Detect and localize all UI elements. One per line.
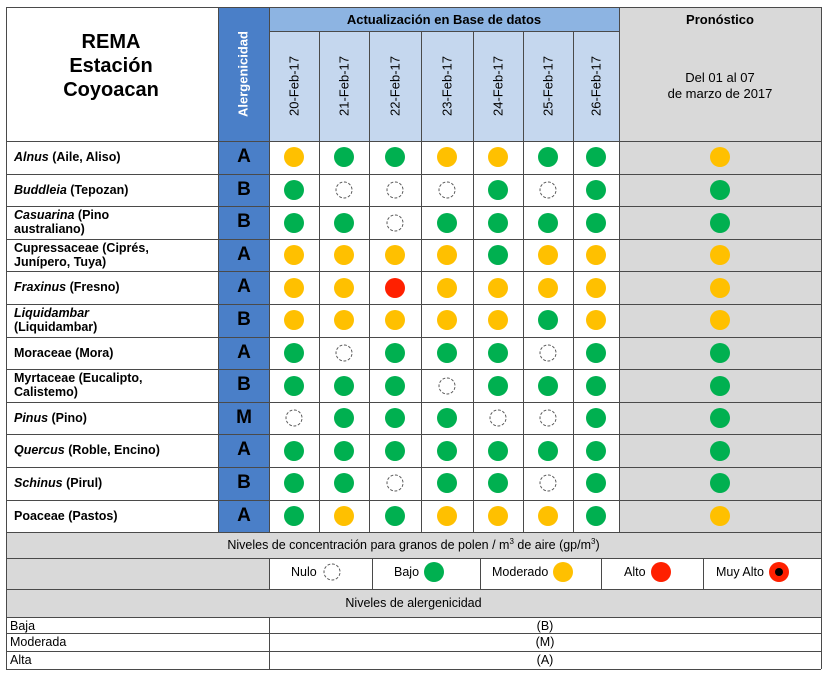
date-header: 20-Feb-17 (286, 56, 302, 116)
level-dot-bajo (538, 213, 558, 233)
alergenicidad-header: Alergenicidad (235, 31, 251, 117)
grid-line (6, 337, 821, 338)
plant-genus: Poaceae (14, 508, 65, 523)
grid-line (269, 31, 619, 32)
level-dot-bajo (334, 376, 354, 396)
grid-line (6, 402, 821, 403)
plant-common-line-2: (Liquidambar) (14, 320, 98, 334)
legend-label: Nulo (291, 565, 317, 579)
level-dot-nulo (540, 475, 557, 492)
plant-common: (Fresno) (66, 280, 120, 295)
level-dot-moderado (437, 278, 457, 298)
plant-common-line-2: Junípero, Tuya) (14, 254, 107, 269)
grid-line (573, 31, 574, 532)
legend-dot-moderado (553, 562, 573, 582)
date-header: 26-Feb-17 (588, 56, 604, 116)
level-dot-moderado (538, 278, 558, 298)
allergenicity-level-label: Baja (10, 619, 36, 633)
level-dot-bajo (586, 473, 606, 493)
forecast-dot-moderado (710, 506, 730, 526)
level-dot-nulo (387, 181, 404, 198)
grid-line (269, 558, 270, 589)
plant-common: (Eucalipto, (75, 371, 143, 386)
allergenicity-code: B (237, 472, 251, 493)
level-dot-bajo (488, 245, 508, 265)
grid-line (6, 141, 821, 142)
plant-common: (Pino (74, 208, 110, 223)
grid-line (703, 558, 704, 589)
station-line-1: REMA (81, 31, 141, 53)
plant-name (14, 150, 214, 164)
plant-genus: Pinus (14, 410, 49, 425)
level-dot-moderado (488, 310, 508, 330)
allergenicity-code: B (237, 178, 251, 200)
level-dot-bajo (334, 473, 354, 493)
grid-line (6, 589, 821, 590)
level-dot-bajo (488, 343, 508, 363)
level-dot-moderado (284, 278, 304, 298)
plant-genus: Buddleia (14, 182, 67, 197)
plant-genus: Alnus (14, 150, 49, 164)
level-dot-moderado (488, 147, 508, 167)
level-dot-bajo (334, 147, 354, 167)
level-dot-moderado (586, 278, 606, 298)
plant-name (14, 371, 214, 399)
grid-line (523, 31, 524, 532)
forecast-dot-moderado (710, 278, 730, 298)
date-header: 21-Feb-17 (336, 56, 352, 116)
level-dot-moderado (385, 310, 405, 330)
level-dot-bajo (334, 408, 354, 428)
level-dot-nulo (439, 377, 456, 394)
grid-line (473, 31, 474, 532)
date-header: 24-Feb-17 (490, 56, 506, 116)
pronostico-range-line-1: Del 01 al 07 (685, 70, 755, 85)
level-dot-alto (385, 278, 405, 298)
legend-dot-nulo (323, 564, 340, 581)
level-dot-bajo (437, 441, 457, 461)
grid-line (6, 558, 821, 559)
concentration-title (6, 537, 821, 552)
plant-genus: Quercus (14, 443, 65, 458)
grid-line (480, 558, 481, 589)
level-dot-bajo (488, 180, 508, 200)
date-header: 22-Feb-17 (387, 56, 403, 116)
plant-name (14, 306, 214, 334)
plant-common: (Tepozan) (66, 182, 129, 197)
forecast-dot-bajo (710, 180, 730, 200)
plant-genus: Fraxinus (14, 280, 67, 295)
legend-dot-alto (651, 562, 671, 582)
plant-name (14, 280, 214, 294)
concentration-title-mid: de aire (gp/m (513, 538, 592, 553)
plant-name (14, 443, 214, 457)
level-dot-bajo (488, 376, 508, 396)
level-dot-nulo (336, 181, 353, 198)
legend-dot-bajo (424, 562, 444, 582)
grid-line (6, 304, 821, 305)
plant-name (14, 346, 214, 360)
grid-line (6, 7, 7, 669)
level-dot-nulo (540, 410, 557, 427)
plant-name (14, 476, 214, 490)
concentration-title-post: ) (595, 538, 600, 553)
level-dot-bajo (334, 213, 354, 233)
allergenicity-title: Niveles de alergenicidad (345, 596, 482, 610)
legend-item-bajo (394, 563, 443, 581)
allergenicity-code: A (237, 276, 251, 298)
plant-name (14, 509, 214, 523)
level-dot-nulo (540, 344, 557, 361)
level-dot-moderado (334, 506, 354, 526)
concentration-title-sup: 3 (509, 537, 514, 546)
plant-genus: Moraceae (14, 345, 72, 360)
level-dot-nulo (336, 344, 353, 361)
plant-common: (Mora) (71, 345, 114, 360)
level-dot-moderado (385, 245, 405, 265)
allergenicity-level-label: Moderada (10, 635, 67, 649)
level-dot-bajo (284, 376, 304, 396)
level-dot-moderado (538, 506, 558, 526)
allergenicity-level-label: Alta (10, 653, 32, 667)
forecast-dot-bajo (710, 376, 730, 396)
plant-common-line-2: Calistemo) (14, 385, 78, 400)
grid-line (6, 174, 821, 175)
level-dot-bajo (488, 473, 508, 493)
level-dot-bajo (385, 376, 405, 396)
legend-label: Alto (624, 565, 646, 579)
level-dot-bajo (284, 473, 304, 493)
level-dot-bajo (437, 473, 457, 493)
legend-left-bg (6, 558, 269, 589)
grid-line (6, 467, 821, 468)
concentration-title-sup2: 3 (591, 537, 596, 546)
legend-label: Bajo (394, 565, 420, 579)
level-dot-nulo (387, 214, 404, 231)
grid-line (6, 369, 821, 370)
level-dot-bajo (586, 408, 606, 428)
allergenicity-code: A (237, 146, 251, 167)
grid-line (319, 31, 320, 532)
level-dot-nulo (439, 181, 456, 198)
plant-genus: Myrtaceae (14, 371, 76, 386)
forecast-dot-bajo (710, 473, 730, 493)
level-dot-moderado (586, 245, 606, 265)
grid-line (421, 31, 422, 532)
level-dot-nulo (490, 410, 507, 427)
level-dot-bajo (437, 343, 457, 363)
plant-genus: Schinus (14, 476, 63, 490)
station-line-2: Estación (69, 55, 153, 77)
level-dot-bajo (437, 408, 457, 428)
legend-item-nulo (291, 563, 341, 581)
plant-common: (Pino) (48, 410, 87, 425)
level-dot-bajo (586, 147, 606, 167)
allergenicity-code: B (237, 309, 251, 330)
plant-name (14, 183, 214, 197)
grid-line (6, 271, 821, 272)
allergenicity-level-code: (M) (535, 635, 555, 649)
level-dot-bajo (586, 506, 606, 526)
grid-line (6, 532, 821, 533)
plant-genus: Cupressaceae (14, 240, 99, 255)
level-dot-bajo (488, 441, 508, 461)
level-dot-bajo (385, 408, 405, 428)
plant-name (14, 208, 214, 236)
plant-genus: Casuarina (14, 208, 75, 223)
level-dot-bajo (538, 441, 558, 461)
plant-common-line-2: australiano) (14, 222, 85, 237)
pronostico-range-line-2: de marzo de 2017 (667, 86, 773, 101)
pronostico-header: Pronóstico (686, 12, 754, 27)
level-dot-bajo (385, 506, 405, 526)
grid-line (821, 7, 822, 669)
allergenicity-code: A (237, 439, 251, 461)
level-dot-moderado (538, 245, 558, 265)
grid-line (6, 500, 821, 501)
pronostico-range (619, 70, 821, 102)
forecast-dot-bajo (710, 343, 730, 363)
allergenicity-level-code: (A) (536, 653, 554, 667)
allergenicity-code: A (237, 243, 251, 265)
level-dot-bajo (586, 343, 606, 363)
station-title (6, 30, 216, 102)
plant-common: (Roble, Encino) (64, 443, 160, 458)
legend-dot-muyalto (769, 562, 789, 582)
date-header: 23-Feb-17 (439, 56, 455, 116)
plant-common: (Aile, Aliso) (48, 150, 121, 164)
allergenicity-code: B (237, 211, 251, 233)
level-dot-bajo (586, 441, 606, 461)
plant-name (14, 411, 214, 425)
allergenicity-code: B (237, 374, 251, 396)
level-dot-moderado (334, 278, 354, 298)
level-dot-moderado (437, 147, 457, 167)
level-dot-bajo (385, 343, 405, 363)
level-dot-moderado (284, 310, 304, 330)
date-header: 25-Feb-17 (540, 56, 556, 116)
level-dot-bajo (437, 213, 457, 233)
legend-item-muyalto (716, 563, 788, 581)
level-dot-moderado (488, 278, 508, 298)
concentration-title-pre: Niveles de concentración para granos de polen / m (227, 538, 510, 553)
level-dot-bajo (538, 147, 558, 167)
legend-label: Moderado (492, 565, 549, 579)
level-dot-bajo (586, 376, 606, 396)
level-dot-bajo (334, 441, 354, 461)
plant-name (14, 241, 214, 269)
level-dot-bajo (488, 213, 508, 233)
grid-line (6, 434, 821, 435)
level-dot-bajo (284, 180, 304, 200)
legend-item-alto (624, 563, 670, 581)
level-dot-nulo (540, 181, 557, 198)
level-dot-bajo (385, 147, 405, 167)
level-dot-bajo (538, 310, 558, 330)
actualizacion-header: Actualización en Base de datos (346, 12, 542, 27)
level-dot-bajo (284, 441, 304, 461)
grid-line (6, 651, 821, 652)
forecast-dot-moderado (710, 245, 730, 265)
station-line-3: Coyoacan (63, 79, 159, 101)
plant-common: (Pirul) (62, 476, 103, 490)
grid-line (6, 7, 821, 8)
level-dot-bajo (586, 180, 606, 200)
grid-line (6, 206, 821, 207)
level-dot-moderado (586, 310, 606, 330)
level-dot-nulo (286, 410, 303, 427)
plant-common: (Ciprés, (98, 240, 149, 255)
level-dot-bajo (284, 343, 304, 363)
allergenicity-code: A (237, 504, 251, 526)
level-dot-moderado (334, 310, 354, 330)
forecast-dot-bajo (710, 408, 730, 428)
legend-item-moderado (492, 563, 572, 581)
level-dot-bajo (284, 213, 304, 233)
level-dot-nulo (387, 475, 404, 492)
grid-line (372, 558, 373, 589)
level-dot-moderado (437, 310, 457, 330)
legend-label: Muy Alto (716, 565, 764, 579)
plant-genus: Liquidambar (14, 306, 90, 320)
plant-common: (Pastos) (64, 508, 118, 523)
forecast-dot-moderado (710, 310, 730, 330)
grid-line (6, 669, 821, 670)
grid-line (6, 633, 821, 634)
level-dot-moderado (284, 245, 304, 265)
forecast-dot-bajo (710, 441, 730, 461)
grid-line (6, 617, 821, 618)
level-dot-bajo (284, 506, 304, 526)
level-dot-bajo (385, 441, 405, 461)
allergenicity-level-code: (B) (536, 619, 554, 633)
level-dot-moderado (437, 245, 457, 265)
forecast-dot-moderado (710, 147, 730, 167)
level-dot-bajo (538, 376, 558, 396)
level-dot-moderado (284, 147, 304, 167)
level-dot-bajo (586, 213, 606, 233)
grid-line (369, 31, 370, 532)
level-dot-moderado (488, 506, 508, 526)
forecast-dot-bajo (710, 213, 730, 233)
grid-line (601, 558, 602, 589)
allergenicity-code: A (237, 341, 251, 363)
allergenicity-code: M (236, 406, 252, 428)
level-dot-moderado (437, 506, 457, 526)
level-dot-moderado (334, 245, 354, 265)
